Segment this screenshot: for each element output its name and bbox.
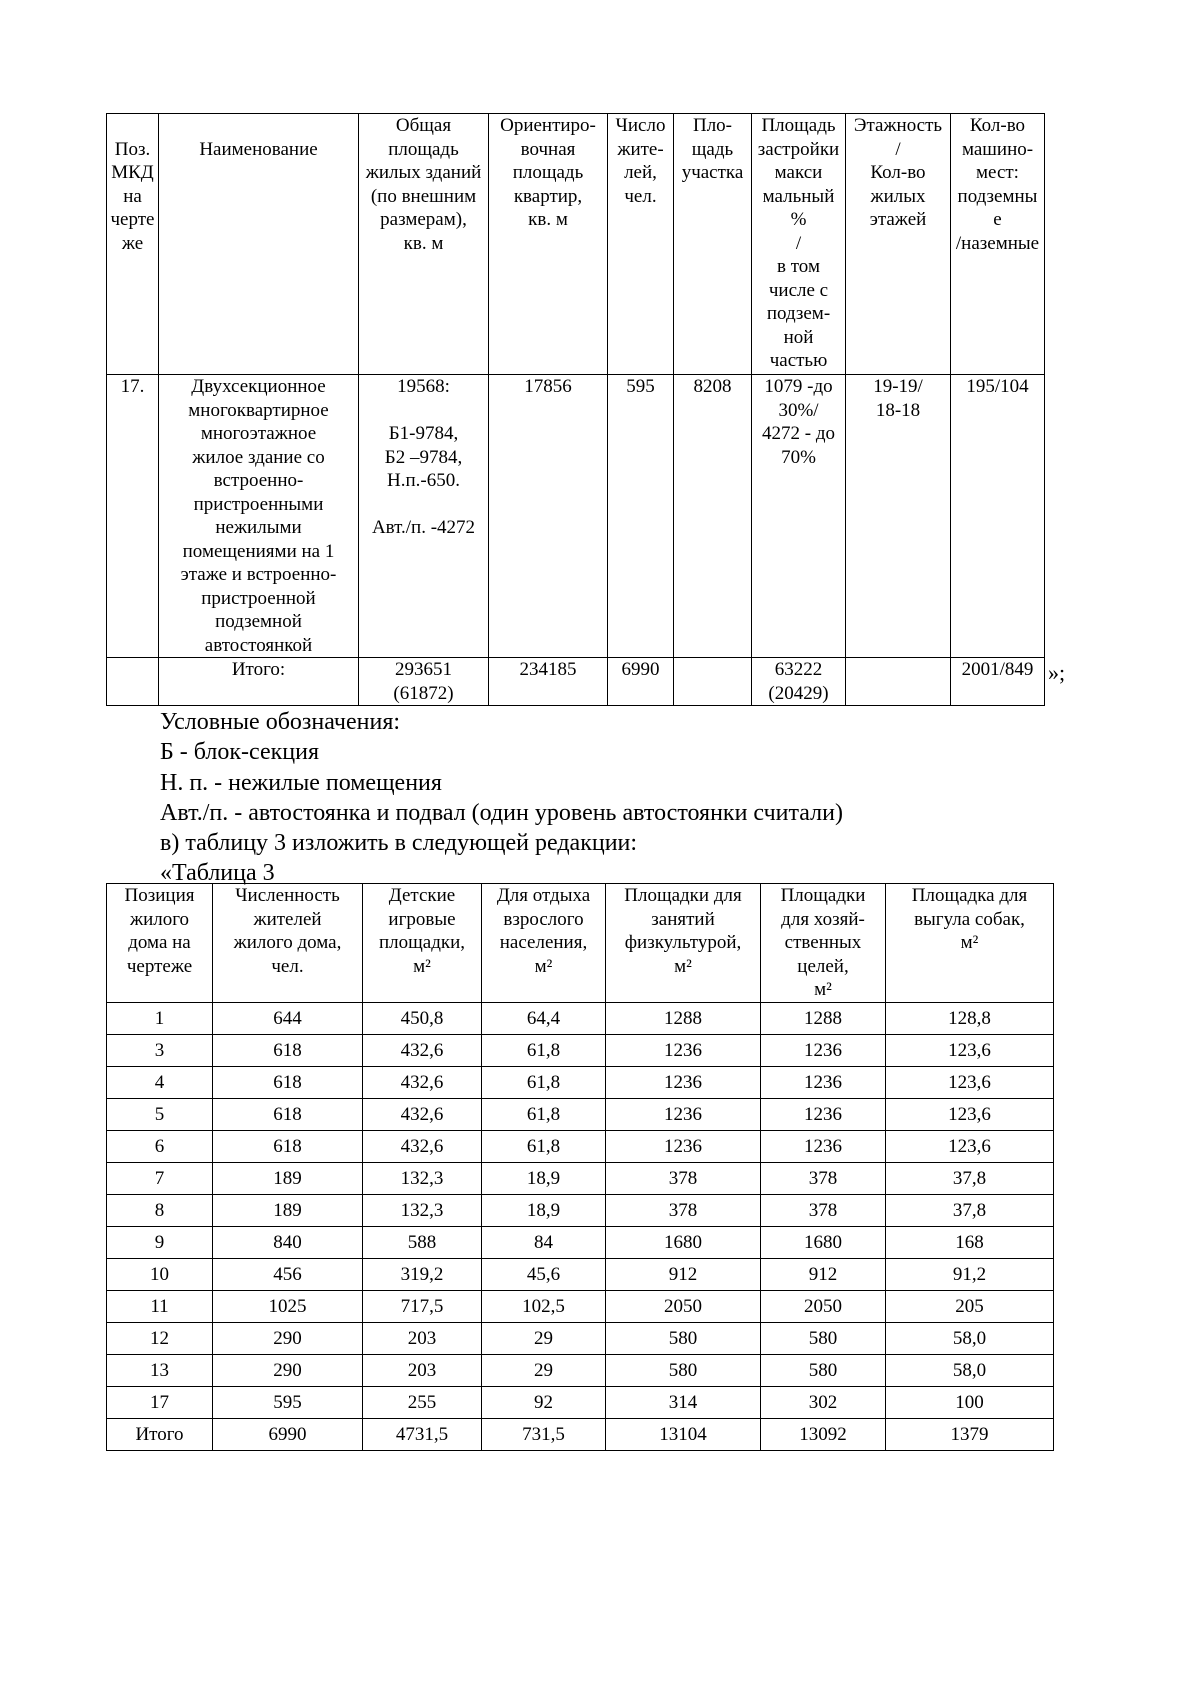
table-cell: 128,8 xyxy=(886,1003,1054,1035)
table-cell: 123,6 xyxy=(886,1067,1054,1099)
column-header: Этажность / Кол-во жилых этажей xyxy=(846,114,951,375)
table-cell: 168 xyxy=(886,1227,1054,1259)
table-cell: 644 xyxy=(213,1003,363,1035)
table-cell: 840 xyxy=(213,1227,363,1259)
table-cell: 1288 xyxy=(761,1003,886,1035)
table-cell: 432,6 xyxy=(363,1099,482,1131)
table-row xyxy=(107,1195,1054,1227)
table-caption: «Таблица 3 xyxy=(160,860,275,887)
table-cell: 92 xyxy=(482,1387,606,1419)
legend-item: Н. п. - нежилые помещения xyxy=(160,769,442,796)
table-row xyxy=(107,1291,1054,1323)
table-cell: 9 xyxy=(107,1227,213,1259)
table-header-row xyxy=(107,884,1054,1003)
table-cell: 6990 xyxy=(213,1419,363,1451)
column-header: Общая площадь жилых зданий (по внешним размерам), кв. м xyxy=(359,114,489,375)
table-cell: 6 xyxy=(107,1131,213,1163)
legend-item: Б - блок-секция xyxy=(160,739,319,766)
legend-notes xyxy=(160,707,843,889)
table-cell: 61,8 xyxy=(482,1099,606,1131)
table-cell: 84 xyxy=(482,1227,606,1259)
total-cell xyxy=(107,658,159,706)
table-cell: 17. xyxy=(107,375,159,658)
table-cell: 37,8 xyxy=(886,1195,1054,1227)
table-row xyxy=(107,1227,1054,1259)
table-cell: 302 xyxy=(761,1387,886,1419)
table-row xyxy=(107,1163,1054,1195)
column-header: Кол-во машино- мест: подземны е /наземные xyxy=(951,114,1045,375)
table-cell: 203 xyxy=(363,1355,482,1387)
table-cell: 432,6 xyxy=(363,1067,482,1099)
total-cell xyxy=(674,658,752,706)
table-cell: 189 xyxy=(213,1195,363,1227)
table-total-row xyxy=(107,658,1045,706)
closing-quote: »; xyxy=(1048,660,1066,685)
table-cell: 1236 xyxy=(606,1035,761,1067)
table-cell: 1236 xyxy=(606,1067,761,1099)
table-cell: 64,4 xyxy=(482,1003,606,1035)
table-cell: 132,3 xyxy=(363,1163,482,1195)
table-cell: 731,5 xyxy=(482,1419,606,1451)
total-cell: 293651 (61872) xyxy=(359,658,489,706)
table-cell: 595 xyxy=(213,1387,363,1419)
table-cell: 290 xyxy=(213,1323,363,1355)
table-row xyxy=(107,1323,1054,1355)
table-cell: 717,5 xyxy=(363,1291,482,1323)
table-cell: 580 xyxy=(606,1323,761,1355)
table-row xyxy=(107,1067,1054,1099)
table-cell: Двухсекционное многоквартирное многоэтажное жилое здание со встроенно- пристроенными нежилыми помещениями на 1 этаже и встроенно- пристроенной подземной автостоянкой xyxy=(159,375,359,658)
table-cell: 11 xyxy=(107,1291,213,1323)
table-cell: 29 xyxy=(482,1355,606,1387)
table-row xyxy=(107,1259,1054,1291)
table-cell: 1236 xyxy=(606,1099,761,1131)
table-cell: 580 xyxy=(606,1355,761,1387)
column-header: Площадка для выгула собак, м² xyxy=(886,884,1054,1003)
table-cell: 12 xyxy=(107,1323,213,1355)
table-cell: 1680 xyxy=(761,1227,886,1259)
table-row xyxy=(107,1099,1054,1131)
table-cell: 432,6 xyxy=(363,1131,482,1163)
column-header: Площадь застройки макси мальный % / в том числе с подзем- ной частью xyxy=(752,114,846,375)
table-row xyxy=(107,375,1045,658)
column-header: Поз. МКД на черте же xyxy=(107,114,159,375)
table-cell: 1236 xyxy=(606,1131,761,1163)
table-row xyxy=(107,1387,1054,1419)
table-cell: 18,9 xyxy=(482,1195,606,1227)
column-header: Позиция жилого дома на чертеже xyxy=(107,884,213,1003)
column-header: Наименование xyxy=(159,114,359,375)
playgrounds-table xyxy=(106,883,1054,1451)
table-cell: Итого xyxy=(107,1419,213,1451)
table-cell: 37,8 xyxy=(886,1163,1054,1195)
table-cell: 1379 xyxy=(886,1419,1054,1451)
table-cell: 1236 xyxy=(761,1067,886,1099)
column-header: Пло- щадь участка xyxy=(674,114,752,375)
table-cell: 10 xyxy=(107,1259,213,1291)
table-cell: 314 xyxy=(606,1387,761,1419)
table-row xyxy=(107,1003,1054,1035)
table-cell: 378 xyxy=(606,1163,761,1195)
table-cell: 91,2 xyxy=(886,1259,1054,1291)
column-header: Число жите- лей, чел. xyxy=(608,114,674,375)
table-cell: 1 xyxy=(107,1003,213,1035)
table-cell: 450,8 xyxy=(363,1003,482,1035)
table-cell: 123,6 xyxy=(886,1035,1054,1067)
column-header: Детские игровые площадки, м² xyxy=(363,884,482,1003)
table-cell: 29 xyxy=(482,1323,606,1355)
table-cell: 618 xyxy=(213,1099,363,1131)
table-cell: 1236 xyxy=(761,1131,886,1163)
legend-item: Авт./п. - автостоянка и подвал (один уровень автостоянки считали) xyxy=(160,799,843,826)
table-cell: 17856 xyxy=(489,375,608,658)
table-cell: 203 xyxy=(363,1323,482,1355)
total-cell: 6990 xyxy=(608,658,674,706)
total-cell xyxy=(846,658,951,706)
table-cell: 8208 xyxy=(674,375,752,658)
table-total-row xyxy=(107,1419,1054,1451)
table-cell: 378 xyxy=(761,1195,886,1227)
table-cell: 7 xyxy=(107,1163,213,1195)
table-cell: 618 xyxy=(213,1131,363,1163)
table-cell: 189 xyxy=(213,1163,363,1195)
column-header: Ориентиро- вочная площадь квартир, кв. м xyxy=(489,114,608,375)
table-cell: 13 xyxy=(107,1355,213,1387)
column-header: Для отдыха взрослого населения, м² xyxy=(482,884,606,1003)
table-row xyxy=(107,1131,1054,1163)
table-cell: 13092 xyxy=(761,1419,886,1451)
table-cell: 378 xyxy=(761,1163,886,1195)
table-cell: 456 xyxy=(213,1259,363,1291)
table-cell: 8 xyxy=(107,1195,213,1227)
table-cell: 19-19/ 18-18 xyxy=(846,375,951,658)
table-cell: 18,9 xyxy=(482,1163,606,1195)
table-cell: 580 xyxy=(761,1323,886,1355)
table-cell: 1079 -до 30%/ 4272 - до 70% xyxy=(752,375,846,658)
table-cell: 618 xyxy=(213,1067,363,1099)
table-cell: 61,8 xyxy=(482,1131,606,1163)
table-cell: 13104 xyxy=(606,1419,761,1451)
table-cell: 61,8 xyxy=(482,1067,606,1099)
table-cell: 4 xyxy=(107,1067,213,1099)
table-cell: 1680 xyxy=(606,1227,761,1259)
table-cell: 4731,5 xyxy=(363,1419,482,1451)
column-header: Площадки для хозяй- ственных целей, м² xyxy=(761,884,886,1003)
total-cell: Итого: xyxy=(159,658,359,706)
table-cell: 1236 xyxy=(761,1035,886,1067)
table-cell: 45,6 xyxy=(482,1259,606,1291)
table-cell: 205 xyxy=(886,1291,1054,1323)
table-cell: 2050 xyxy=(606,1291,761,1323)
table-cell: 102,5 xyxy=(482,1291,606,1323)
table-cell: 132,3 xyxy=(363,1195,482,1227)
table-cell: 123,6 xyxy=(886,1131,1054,1163)
table-cell: 5 xyxy=(107,1099,213,1131)
table-cell: 3 xyxy=(107,1035,213,1067)
table-cell: 61,8 xyxy=(482,1035,606,1067)
legend-title: Условные обозначения: xyxy=(160,709,401,735)
table-cell: 1236 xyxy=(761,1099,886,1131)
table-cell: 58,0 xyxy=(886,1355,1054,1387)
table-cell: 195/104 xyxy=(951,375,1045,658)
table-row xyxy=(107,1035,1054,1067)
table-header-row xyxy=(107,114,1045,375)
table-cell: 100 xyxy=(886,1387,1054,1419)
table-cell: 580 xyxy=(761,1355,886,1387)
table-cell: 290 xyxy=(213,1355,363,1387)
buildings-table xyxy=(106,113,1045,706)
total-cell: 2001/849 xyxy=(951,658,1045,706)
table-cell: 319,2 xyxy=(363,1259,482,1291)
table-cell: 588 xyxy=(363,1227,482,1259)
total-cell: 234185 xyxy=(489,658,608,706)
instruction-text: в) таблицу 3 изложить в следующей редакции: xyxy=(160,830,638,857)
table-cell: 19568: Б1-9784, Б2 –9784, Н.п.-650. Авт./п. -4272 xyxy=(359,375,489,658)
column-header: Численность жителей жилого дома, чел. xyxy=(213,884,363,1003)
table-cell: 255 xyxy=(363,1387,482,1419)
table-cell: 912 xyxy=(761,1259,886,1291)
table-cell: 595 xyxy=(608,375,674,658)
table-cell: 58,0 xyxy=(886,1323,1054,1355)
column-header: Площадки для занятий физкультурой, м² xyxy=(606,884,761,1003)
table-cell: 378 xyxy=(606,1195,761,1227)
table-cell: 123,6 xyxy=(886,1099,1054,1131)
table-cell: 432,6 xyxy=(363,1035,482,1067)
total-cell: 63222 (20429) xyxy=(752,658,846,706)
table-cell: 912 xyxy=(606,1259,761,1291)
table-row xyxy=(107,1355,1054,1387)
table-cell: 17 xyxy=(107,1387,213,1419)
table-cell: 2050 xyxy=(761,1291,886,1323)
table-cell: 1288 xyxy=(606,1003,761,1035)
table-cell: 1025 xyxy=(213,1291,363,1323)
table-cell: 618 xyxy=(213,1035,363,1067)
